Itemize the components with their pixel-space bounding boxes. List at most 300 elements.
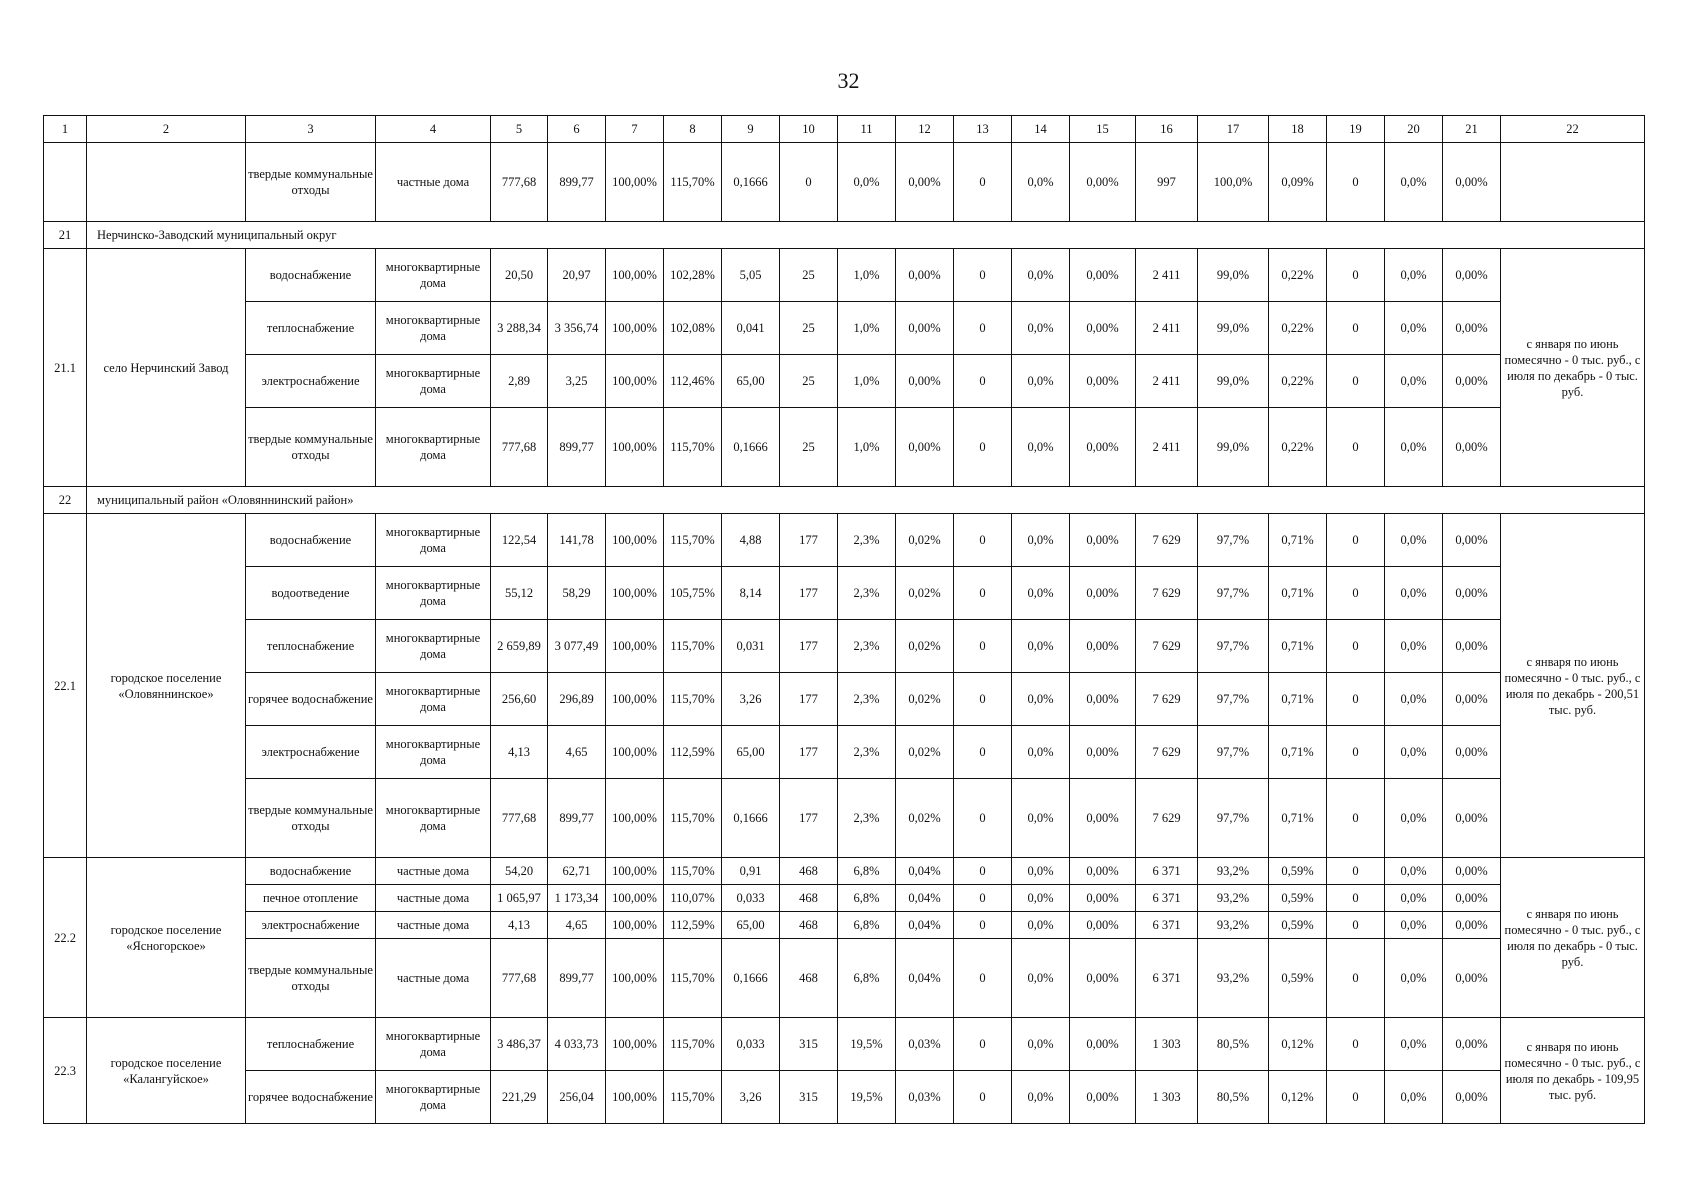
value-cell-c13: 0 (954, 673, 1012, 726)
housing-type-cell: многоквартирные дома (376, 620, 491, 673)
value-cell-c20: 0,0% (1385, 1071, 1443, 1124)
value-cell-c6: 4 033,73 (548, 1018, 606, 1071)
value-cell-c11: 0,0% (838, 143, 896, 222)
section-title: Нерчинско-Заводский муниципальный округ (87, 222, 1645, 249)
value-cell-c20: 0,0% (1385, 408, 1443, 487)
value-cell-c15: 0,00% (1070, 1071, 1136, 1124)
value-cell-c12: 0,00% (896, 355, 954, 408)
value-cell-c15: 0,00% (1070, 143, 1136, 222)
value-cell-c10: 177 (780, 567, 838, 620)
value-cell-c8: 115,70% (664, 673, 722, 726)
housing-type-cell: многоквартирные дома (376, 1018, 491, 1071)
column-header: 20 (1385, 116, 1443, 143)
value-cell-c13: 0 (954, 726, 1012, 779)
value-cell-c12: 0,04% (896, 912, 954, 939)
value-cell-c19: 0 (1327, 514, 1385, 567)
value-cell-c8: 105,75% (664, 567, 722, 620)
row-number-cell: 22.2 (44, 858, 87, 1018)
column-header: 6 (548, 116, 606, 143)
section-number: 22 (44, 487, 87, 514)
value-cell-c7: 100,00% (606, 302, 664, 355)
row-number-cell: 21.1 (44, 249, 87, 487)
value-cell-c11: 2,3% (838, 620, 896, 673)
table-row (44, 912, 1645, 939)
value-cell-c17: 97,7% (1198, 779, 1269, 858)
section-title: муниципальный район «Оловяннинский район» (87, 487, 1645, 514)
value-cell-c7: 100,00% (606, 408, 664, 487)
service-cell: теплоснабжение (246, 620, 376, 673)
housing-type-cell: многоквартирные дома (376, 408, 491, 487)
value-cell-c17: 97,7% (1198, 514, 1269, 567)
value-cell-c14: 0,0% (1012, 673, 1070, 726)
page-number: 32 (837, 68, 860, 93)
value-cell-c12: 0,02% (896, 514, 954, 567)
value-cell-c9: 0,041 (722, 302, 780, 355)
value-cell-c20: 0,0% (1385, 858, 1443, 885)
value-cell-c19: 0 (1327, 885, 1385, 912)
value-cell-c12: 0,04% (896, 885, 954, 912)
value-cell-c13: 0 (954, 912, 1012, 939)
value-cell-c19: 0 (1327, 249, 1385, 302)
value-cell-c10: 315 (780, 1018, 838, 1071)
row-number-cell: 22.1 (44, 514, 87, 858)
value-cell-c18: 0,71% (1269, 514, 1327, 567)
value-cell-c15: 0,00% (1070, 1018, 1136, 1071)
value-cell-c18: 0,22% (1269, 408, 1327, 487)
value-cell-c7: 100,00% (606, 567, 664, 620)
value-cell-c5: 777,68 (491, 939, 548, 1018)
value-cell-c17: 93,2% (1198, 939, 1269, 1018)
value-cell-c9: 3,26 (722, 673, 780, 726)
value-cell-c13: 0 (954, 302, 1012, 355)
column-header: 1 (44, 116, 87, 143)
value-cell-c12: 0,04% (896, 858, 954, 885)
note-cell: с января по июнь помесячно - 0 тыс. руб., с июля по декабрь - 200,51 тыс. руб. (1501, 514, 1645, 858)
value-cell-c21: 0,00% (1443, 939, 1501, 1018)
value-cell-c10: 468 (780, 912, 838, 939)
value-cell-c8: 115,70% (664, 939, 722, 1018)
value-cell-c5: 2,89 (491, 355, 548, 408)
value-cell-c19: 0 (1327, 779, 1385, 858)
value-cell-c20: 0,0% (1385, 885, 1443, 912)
value-cell-c6: 62,71 (548, 858, 606, 885)
table-row (44, 567, 1645, 620)
column-header: 19 (1327, 116, 1385, 143)
value-cell-c9: 4,88 (722, 514, 780, 567)
value-cell-c7: 100,00% (606, 779, 664, 858)
value-cell-c15: 0,00% (1070, 885, 1136, 912)
value-cell-c15: 0,00% (1070, 939, 1136, 1018)
column-header: 16 (1136, 116, 1198, 143)
value-cell-c21: 0,00% (1443, 726, 1501, 779)
value-cell-c5: 55,12 (491, 567, 548, 620)
value-cell-c17: 80,5% (1198, 1071, 1269, 1124)
value-cell-c11: 1,0% (838, 249, 896, 302)
value-cell-c18: 0,09% (1269, 143, 1327, 222)
value-cell-c6: 141,78 (548, 514, 606, 567)
service-cell: твердые коммунальные отходы (246, 939, 376, 1018)
value-cell-c6: 58,29 (548, 567, 606, 620)
housing-type-cell: многоквартирные дома (376, 779, 491, 858)
value-cell-c7: 100,00% (606, 885, 664, 912)
value-cell-c13: 0 (954, 885, 1012, 912)
value-cell-c11: 19,5% (838, 1018, 896, 1071)
value-cell-c16: 6 371 (1136, 939, 1198, 1018)
value-cell-c20: 0,0% (1385, 514, 1443, 567)
value-cell-c8: 115,70% (664, 858, 722, 885)
value-cell-c8: 115,70% (664, 408, 722, 487)
table-row (44, 858, 1645, 885)
table-row (44, 1018, 1645, 1071)
value-cell-c5: 256,60 (491, 673, 548, 726)
value-cell-c12: 0,02% (896, 567, 954, 620)
service-cell: водоснабжение (246, 249, 376, 302)
value-cell-c16: 2 411 (1136, 249, 1198, 302)
value-cell-c10: 25 (780, 249, 838, 302)
value-cell-c14: 0,0% (1012, 249, 1070, 302)
value-cell-c16: 1 303 (1136, 1018, 1198, 1071)
value-cell-c18: 0,71% (1269, 620, 1327, 673)
value-cell-c16: 2 411 (1136, 302, 1198, 355)
value-cell-c15: 0,00% (1070, 408, 1136, 487)
table-row (44, 143, 1645, 222)
value-cell-c11: 2,3% (838, 726, 896, 779)
value-cell-c6: 3 356,74 (548, 302, 606, 355)
housing-type-cell: многоквартирные дома (376, 567, 491, 620)
column-header: 13 (954, 116, 1012, 143)
value-cell-c5: 777,68 (491, 143, 548, 222)
value-cell-c17: 97,7% (1198, 673, 1269, 726)
value-cell-c13: 0 (954, 939, 1012, 1018)
note-cell: с января по июнь помесячно - 0 тыс. руб., с июля по декабрь - 109,95 тыс. руб. (1501, 1018, 1645, 1124)
value-cell-c14: 0,0% (1012, 514, 1070, 567)
value-cell-c14: 0,0% (1012, 858, 1070, 885)
housing-type-cell: частные дома (376, 858, 491, 885)
value-cell-c17: 93,2% (1198, 885, 1269, 912)
value-cell-c19: 0 (1327, 355, 1385, 408)
value-cell-c11: 2,3% (838, 673, 896, 726)
value-cell-c5: 4,13 (491, 726, 548, 779)
value-cell-c10: 468 (780, 885, 838, 912)
value-cell-c20: 0,0% (1385, 567, 1443, 620)
value-cell-c13: 0 (954, 249, 1012, 302)
value-cell-c9: 0,1666 (722, 939, 780, 1018)
value-cell-c8: 115,70% (664, 1071, 722, 1124)
housing-type-cell: многоквартирные дома (376, 355, 491, 408)
header-row (44, 116, 1645, 143)
value-cell-c8: 115,70% (664, 514, 722, 567)
settlement-cell: городское поселение «Калангуйское» (87, 1018, 246, 1124)
value-cell-c10: 0 (780, 143, 838, 222)
value-cell-c5: 4,13 (491, 912, 548, 939)
value-cell-c7: 100,00% (606, 673, 664, 726)
value-cell-c17: 100,0% (1198, 143, 1269, 222)
value-cell-c19: 0 (1327, 912, 1385, 939)
housing-type-cell: частные дома (376, 912, 491, 939)
value-cell-c14: 0,0% (1012, 885, 1070, 912)
column-header: 9 (722, 116, 780, 143)
column-header: 2 (87, 116, 246, 143)
value-cell-c20: 0,0% (1385, 620, 1443, 673)
value-cell-c6: 899,77 (548, 143, 606, 222)
service-cell: теплоснабжение (246, 1018, 376, 1071)
service-cell: электроснабжение (246, 726, 376, 779)
value-cell-c12: 0,02% (896, 673, 954, 726)
value-cell-c16: 2 411 (1136, 355, 1198, 408)
housing-type-cell: многоквартирные дома (376, 249, 491, 302)
value-cell-c17: 93,2% (1198, 912, 1269, 939)
value-cell-c8: 102,28% (664, 249, 722, 302)
value-cell-c12: 0,03% (896, 1071, 954, 1124)
value-cell-c13: 0 (954, 514, 1012, 567)
value-cell-c19: 0 (1327, 620, 1385, 673)
value-cell-c21: 0,00% (1443, 355, 1501, 408)
table-row (44, 1071, 1645, 1124)
value-cell-c14: 0,0% (1012, 302, 1070, 355)
value-cell-c9: 65,00 (722, 355, 780, 408)
value-cell-c13: 0 (954, 143, 1012, 222)
value-cell-c20: 0,0% (1385, 779, 1443, 858)
settlement-cell (87, 143, 246, 222)
settlement-cell: городское поселение «Ясногорское» (87, 858, 246, 1018)
column-header: 12 (896, 116, 954, 143)
value-cell-c14: 0,0% (1012, 779, 1070, 858)
value-cell-c17: 99,0% (1198, 408, 1269, 487)
value-cell-c21: 0,00% (1443, 302, 1501, 355)
service-cell: электроснабжение (246, 912, 376, 939)
value-cell-c17: 97,7% (1198, 620, 1269, 673)
table-row (44, 779, 1645, 858)
value-cell-c10: 25 (780, 302, 838, 355)
settlement-cell: городское поселение «Оловяннинское» (87, 514, 246, 858)
value-cell-c21: 0,00% (1443, 514, 1501, 567)
value-cell-c8: 112,59% (664, 726, 722, 779)
value-cell-c18: 0,22% (1269, 355, 1327, 408)
value-cell-c16: 7 629 (1136, 620, 1198, 673)
value-cell-c10: 25 (780, 408, 838, 487)
value-cell-c10: 177 (780, 673, 838, 726)
value-cell-c7: 100,00% (606, 1018, 664, 1071)
value-cell-c15: 0,00% (1070, 673, 1136, 726)
value-cell-c7: 100,00% (606, 726, 664, 779)
value-cell-c11: 6,8% (838, 885, 896, 912)
value-cell-c6: 1 173,34 (548, 885, 606, 912)
value-cell-c18: 0,22% (1269, 249, 1327, 302)
value-cell-c8: 112,46% (664, 355, 722, 408)
value-cell-c21: 0,00% (1443, 408, 1501, 487)
housing-type-cell: частные дома (376, 143, 491, 222)
table-row (44, 249, 1645, 302)
value-cell-c9: 65,00 (722, 912, 780, 939)
value-cell-c18: 0,59% (1269, 858, 1327, 885)
housing-type-cell: многоквартирные дома (376, 673, 491, 726)
value-cell-c11: 1,0% (838, 355, 896, 408)
value-cell-c7: 100,00% (606, 620, 664, 673)
value-cell-c10: 25 (780, 355, 838, 408)
value-cell-c19: 0 (1327, 143, 1385, 222)
value-cell-c7: 100,00% (606, 249, 664, 302)
value-cell-c19: 0 (1327, 939, 1385, 1018)
value-cell-c14: 0,0% (1012, 408, 1070, 487)
value-cell-c20: 0,0% (1385, 143, 1443, 222)
value-cell-c12: 0,02% (896, 779, 954, 858)
value-cell-c8: 115,70% (664, 620, 722, 673)
value-cell-c14: 0,0% (1012, 726, 1070, 779)
value-cell-c13: 0 (954, 1071, 1012, 1124)
value-cell-c18: 0,71% (1269, 779, 1327, 858)
value-cell-c14: 0,0% (1012, 567, 1070, 620)
value-cell-c5: 2 659,89 (491, 620, 548, 673)
value-cell-c7: 100,00% (606, 858, 664, 885)
service-cell: горячее водоснабжение (246, 1071, 376, 1124)
value-cell-c19: 0 (1327, 408, 1385, 487)
value-cell-c6: 899,77 (548, 939, 606, 1018)
value-cell-c10: 177 (780, 726, 838, 779)
value-cell-c5: 54,20 (491, 858, 548, 885)
value-cell-c9: 5,05 (722, 249, 780, 302)
value-cell-c5: 777,68 (491, 779, 548, 858)
service-cell: электроснабжение (246, 355, 376, 408)
value-cell-c13: 0 (954, 355, 1012, 408)
value-cell-c6: 3,25 (548, 355, 606, 408)
value-cell-c19: 0 (1327, 1018, 1385, 1071)
tariff-table (43, 115, 1645, 1124)
value-cell-c5: 777,68 (491, 408, 548, 487)
value-cell-c9: 0,033 (722, 885, 780, 912)
value-cell-c7: 100,00% (606, 514, 664, 567)
value-cell-c6: 899,77 (548, 408, 606, 487)
value-cell-c8: 112,59% (664, 912, 722, 939)
table-row (44, 673, 1645, 726)
value-cell-c13: 0 (954, 779, 1012, 858)
value-cell-c15: 0,00% (1070, 726, 1136, 779)
value-cell-c12: 0,03% (896, 1018, 954, 1071)
value-cell-c16: 7 629 (1136, 673, 1198, 726)
value-cell-c16: 2 411 (1136, 408, 1198, 487)
value-cell-c20: 0,0% (1385, 939, 1443, 1018)
service-cell: твердые коммунальные отходы (246, 779, 376, 858)
value-cell-c21: 0,00% (1443, 1018, 1501, 1071)
value-cell-c10: 177 (780, 514, 838, 567)
value-cell-c18: 0,12% (1269, 1018, 1327, 1071)
value-cell-c13: 0 (954, 567, 1012, 620)
value-cell-c20: 0,0% (1385, 355, 1443, 408)
section-number: 21 (44, 222, 87, 249)
note-cell: с января по июнь помесячно - 0 тыс. руб., с июля по декабрь - 0 тыс. руб. (1501, 858, 1645, 1018)
value-cell-c14: 0,0% (1012, 1018, 1070, 1071)
table-row (44, 885, 1645, 912)
value-cell-c18: 0,71% (1269, 567, 1327, 620)
value-cell-c18: 0,59% (1269, 885, 1327, 912)
value-cell-c17: 97,7% (1198, 567, 1269, 620)
service-cell: водоснабжение (246, 858, 376, 885)
value-cell-c21: 0,00% (1443, 249, 1501, 302)
value-cell-c14: 0,0% (1012, 143, 1070, 222)
value-cell-c10: 177 (780, 620, 838, 673)
value-cell-c13: 0 (954, 620, 1012, 673)
value-cell-c5: 3 288,34 (491, 302, 548, 355)
settlement-cell: село Нерчинский Завод (87, 249, 246, 487)
column-header: 11 (838, 116, 896, 143)
value-cell-c18: 0,71% (1269, 673, 1327, 726)
table-row (44, 302, 1645, 355)
value-cell-c14: 0,0% (1012, 912, 1070, 939)
value-cell-c10: 468 (780, 939, 838, 1018)
service-cell: твердые коммунальные отходы (246, 143, 376, 222)
value-cell-c16: 997 (1136, 143, 1198, 222)
value-cell-c12: 0,00% (896, 302, 954, 355)
service-cell: печное отопление (246, 885, 376, 912)
value-cell-c16: 7 629 (1136, 514, 1198, 567)
value-cell-c21: 0,00% (1443, 779, 1501, 858)
value-cell-c20: 0,0% (1385, 673, 1443, 726)
value-cell-c11: 6,8% (838, 912, 896, 939)
column-header: 4 (376, 116, 491, 143)
value-cell-c10: 315 (780, 1071, 838, 1124)
housing-type-cell: многоквартирные дома (376, 514, 491, 567)
column-header: 10 (780, 116, 838, 143)
value-cell-c8: 115,70% (664, 779, 722, 858)
value-cell-c21: 0,00% (1443, 143, 1501, 222)
column-header: 5 (491, 116, 548, 143)
value-cell-c19: 0 (1327, 673, 1385, 726)
value-cell-c16: 1 303 (1136, 1071, 1198, 1124)
value-cell-c21: 0,00% (1443, 1071, 1501, 1124)
housing-type-cell: частные дома (376, 885, 491, 912)
column-header: 17 (1198, 116, 1269, 143)
value-cell-c21: 0,00% (1443, 673, 1501, 726)
value-cell-c9: 65,00 (722, 726, 780, 779)
value-cell-c19: 0 (1327, 567, 1385, 620)
service-cell: теплоснабжение (246, 302, 376, 355)
value-cell-c19: 0 (1327, 726, 1385, 779)
housing-type-cell: многоквартирные дома (376, 726, 491, 779)
value-cell-c14: 0,0% (1012, 939, 1070, 1018)
value-cell-c6: 899,77 (548, 779, 606, 858)
value-cell-c18: 0,22% (1269, 302, 1327, 355)
table-row (44, 726, 1645, 779)
value-cell-c9: 0,1666 (722, 779, 780, 858)
column-header: 21 (1443, 116, 1501, 143)
value-cell-c15: 0,00% (1070, 249, 1136, 302)
table-row (44, 620, 1645, 673)
value-cell-c5: 122,54 (491, 514, 548, 567)
value-cell-c8: 115,70% (664, 1018, 722, 1071)
value-cell-c7: 100,00% (606, 939, 664, 1018)
value-cell-c9: 0,91 (722, 858, 780, 885)
value-cell-c12: 0,00% (896, 408, 954, 487)
value-cell-c15: 0,00% (1070, 514, 1136, 567)
value-cell-c21: 0,00% (1443, 620, 1501, 673)
row-number-cell: 22.3 (44, 1018, 87, 1124)
value-cell-c16: 6 371 (1136, 858, 1198, 885)
value-cell-c8: 102,08% (664, 302, 722, 355)
row-number-cell (44, 143, 87, 222)
value-cell-c17: 80,5% (1198, 1018, 1269, 1071)
value-cell-c16: 6 371 (1136, 912, 1198, 939)
value-cell-c14: 0,0% (1012, 620, 1070, 673)
value-cell-c16: 7 629 (1136, 726, 1198, 779)
value-cell-c11: 2,3% (838, 514, 896, 567)
table-row (44, 355, 1645, 408)
value-cell-c8: 110,07% (664, 885, 722, 912)
value-cell-c15: 0,00% (1070, 620, 1136, 673)
value-cell-c7: 100,00% (606, 355, 664, 408)
table-row (44, 514, 1645, 567)
value-cell-c21: 0,00% (1443, 912, 1501, 939)
value-cell-c19: 0 (1327, 858, 1385, 885)
section-row (44, 487, 1645, 514)
